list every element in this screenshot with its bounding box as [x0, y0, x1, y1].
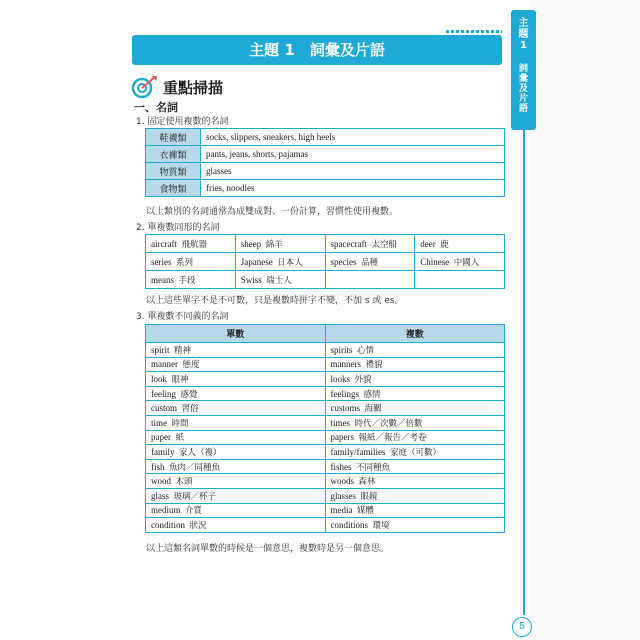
table-row — [146, 503, 505, 518]
chinese-meaning: 魚肉／同種魚 — [169, 462, 221, 473]
english-word: wood — [151, 476, 171, 487]
english-word: feeling — [151, 388, 176, 399]
chinese-meaning: 中國人 — [453, 257, 480, 268]
chinese-meaning: 環境 — [372, 520, 390, 531]
chinese-meaning: 外貌 — [354, 374, 372, 385]
word-cell — [146, 235, 236, 253]
plural-cell — [325, 474, 505, 489]
chinese-meaning: 紙 — [175, 433, 185, 444]
table-row — [146, 180, 505, 197]
singular-cell — [146, 343, 326, 358]
table-row — [146, 518, 505, 533]
chinese-meaning: 瑞士人 — [266, 275, 292, 286]
side-rule — [523, 130, 525, 615]
part3-title: 3. 單複數不同義的名詞 — [136, 312, 229, 322]
english-word: Chinese — [420, 256, 450, 267]
word-cell — [325, 271, 415, 289]
category-cell: 物質類 — [146, 163, 201, 180]
english-word: family/families — [330, 446, 386, 457]
chinese-meaning: 狀況 — [189, 520, 207, 531]
plural-cell — [325, 386, 505, 401]
singular-cell — [146, 357, 326, 372]
singular-cell — [146, 459, 326, 474]
margin-background — [530, 0, 640, 640]
word-cell — [325, 253, 415, 271]
word-cell — [146, 253, 236, 271]
page-number: 5 — [512, 617, 532, 637]
column-header-plural: 複數 — [325, 325, 505, 343]
word-cell — [235, 271, 325, 289]
english-word: paper — [151, 432, 171, 443]
english-word: fishes — [330, 461, 352, 472]
table-row — [146, 415, 505, 430]
chinese-meaning: 報紙／報告／考卷 — [358, 433, 427, 444]
english-word: looks — [330, 373, 351, 384]
english-word: family — [151, 446, 175, 457]
plural-cell — [325, 459, 505, 474]
english-word: medium — [151, 505, 181, 516]
plural-cell — [325, 445, 505, 460]
plural-cell — [325, 372, 505, 387]
chinese-meaning: 眼神 — [171, 374, 189, 385]
words-cell: fries, noodles — [201, 180, 505, 197]
part1-note: 以上類別的名詞通常為成雙成對、一份計算，習慣性使用複數。 — [146, 207, 399, 217]
english-word: manners — [330, 359, 361, 370]
section-title: 一、名詞 — [134, 101, 178, 114]
table-row — [146, 430, 505, 445]
singular-cell — [146, 386, 326, 401]
side-tab — [511, 10, 536, 130]
chinese-meaning: 態度 — [182, 360, 200, 371]
word-cell — [235, 253, 325, 271]
same-form-table — [145, 234, 505, 289]
chinese-meaning: 品種 — [361, 257, 379, 268]
english-word: fish — [151, 461, 165, 472]
plural-cell — [325, 401, 505, 416]
chinese-meaning: 飛航器 — [181, 239, 207, 250]
different-meaning-table — [145, 324, 505, 533]
side-tab-topic: 主 題 1 — [518, 18, 529, 51]
table-row — [146, 129, 505, 146]
english-word: customs — [330, 403, 361, 414]
words-cell: pants, jeans, shorts, pajamas — [201, 146, 505, 163]
word-cell — [415, 253, 505, 271]
singular-cell — [146, 518, 326, 533]
singular-cell — [146, 503, 326, 518]
chinese-meaning: 系列 — [176, 257, 194, 268]
chinese-meaning: 綿羊 — [265, 239, 283, 250]
chinese-meaning: 習俗 — [181, 404, 199, 415]
chinese-meaning: 時間 — [171, 418, 189, 429]
chinese-meaning: 精神 — [174, 345, 192, 356]
part1-title: 1. 固定使用複數的名詞 — [136, 117, 229, 127]
chinese-meaning: 不同種魚 — [356, 462, 391, 473]
table-row — [146, 357, 505, 372]
plural-cell — [325, 415, 505, 430]
table-row — [146, 253, 505, 271]
table-row — [146, 343, 505, 358]
page-title: 主題 1 詞彙及片語 — [132, 35, 502, 65]
chinese-meaning: 眼鏡 — [360, 491, 378, 502]
plural-cell — [325, 518, 505, 533]
english-word: species — [330, 256, 357, 267]
target-icon — [130, 75, 158, 99]
part3-note: 以上這類名詞單數的時候是一個意思，複數時是另一個意思。 — [146, 544, 390, 554]
english-word: time — [151, 417, 167, 428]
key-points-title: 重點掃描 — [163, 79, 224, 97]
table-row — [146, 445, 505, 460]
english-word: series — [151, 256, 172, 267]
chinese-meaning: 木頭 — [175, 477, 193, 488]
table-row — [146, 488, 505, 503]
words-cell: socks, slippers, sneakers, high heels — [201, 129, 505, 146]
plural-cell — [325, 503, 505, 518]
english-word: conditions — [330, 519, 368, 530]
chinese-meaning: 日本人 — [277, 257, 303, 268]
english-word: media — [330, 505, 353, 516]
english-word: feelings — [330, 388, 359, 399]
table-row — [146, 372, 505, 387]
singular-cell — [146, 372, 326, 387]
plural-cell — [325, 488, 505, 503]
english-word: manner — [151, 359, 178, 370]
english-word: sheep — [240, 238, 262, 249]
chinese-meaning: 媒體 — [357, 506, 375, 517]
category-cell: 食物類 — [146, 180, 201, 197]
word-cell — [415, 235, 505, 253]
singular-cell — [146, 415, 326, 430]
table-row — [146, 271, 505, 289]
english-word: deer — [420, 238, 436, 249]
chinese-meaning: 禮貌 — [365, 360, 383, 371]
english-word: spirit — [151, 344, 170, 355]
category-cell: 鞋襪類 — [146, 129, 201, 146]
word-cell — [325, 235, 415, 253]
category-cell: 衣褲類 — [146, 146, 201, 163]
part2-title: 2. 單複數同形的名詞 — [136, 223, 220, 233]
chinese-meaning: 鹿 — [440, 239, 449, 250]
table-row — [146, 386, 505, 401]
english-word: times — [330, 417, 350, 428]
english-word: means — [151, 274, 174, 285]
chinese-meaning: 海關 — [364, 404, 382, 415]
chinese-meaning: 家庭（可數） — [389, 447, 441, 458]
chinese-meaning: 家人（複） — [179, 447, 222, 458]
plural-cell — [325, 343, 505, 358]
column-header-singular: 單數 — [146, 325, 326, 343]
chinese-meaning: 心情 — [357, 345, 375, 356]
plural-cell — [325, 357, 505, 372]
chinese-meaning: 感覺 — [180, 389, 198, 400]
table-row — [146, 459, 505, 474]
word-cell — [146, 271, 236, 289]
english-word: papers — [330, 432, 354, 443]
table-row — [146, 163, 505, 180]
english-word: glasses — [330, 490, 356, 501]
chinese-meaning: 玻璃／杯子 — [173, 491, 217, 502]
word-cell — [415, 271, 505, 289]
singular-cell — [146, 445, 326, 460]
word-cell — [235, 235, 325, 253]
english-word: Swiss — [240, 274, 262, 285]
chinese-meaning: 介質 — [185, 506, 203, 517]
english-word: glass — [151, 490, 169, 501]
english-word: spirits — [330, 344, 353, 355]
side-tab-title: 詞 彙 及 片 語 — [518, 64, 528, 114]
plural-cell — [325, 430, 505, 445]
banner-dots — [446, 30, 502, 33]
table-row — [146, 474, 505, 489]
table-row — [146, 146, 505, 163]
english-word: spacecraft — [330, 238, 367, 249]
singular-cell — [146, 430, 326, 445]
chinese-meaning: 感情 — [363, 389, 381, 400]
chinese-meaning: 太空船 — [371, 239, 397, 250]
english-word: Japanese — [240, 256, 273, 267]
english-word: aircraft — [151, 238, 177, 249]
english-word: custom — [151, 403, 177, 414]
english-word: condition — [151, 519, 185, 530]
table-row — [146, 235, 505, 253]
part2-note: 以上這些單字不是不可數，只是複數時拼字不變，不加 s 或 es。 — [146, 296, 404, 306]
chinese-meaning: 森林 — [358, 477, 376, 488]
english-word: look — [151, 373, 168, 384]
words-cell: glasses — [201, 163, 505, 180]
chinese-meaning: 手段 — [178, 275, 196, 286]
english-word: woods — [330, 476, 355, 487]
table-row — [146, 401, 505, 416]
plural-only-table — [145, 128, 505, 197]
singular-cell — [146, 488, 326, 503]
chinese-meaning: 時代／次數／倍數 — [354, 418, 423, 429]
singular-cell — [146, 474, 326, 489]
singular-cell — [146, 401, 326, 416]
